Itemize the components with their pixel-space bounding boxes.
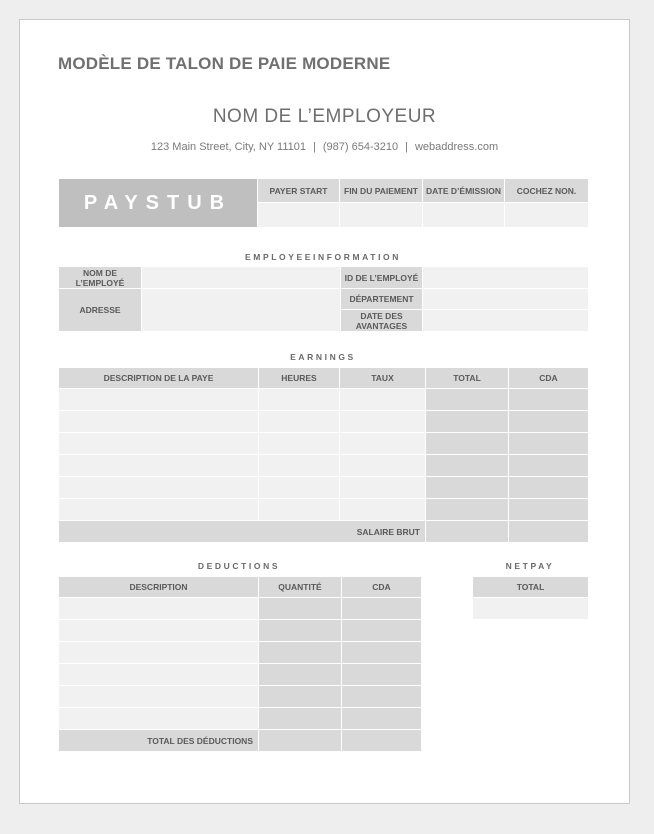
deductions-cell[interactable]: [342, 598, 422, 620]
earnings-row: [59, 433, 589, 455]
deductions-row: [59, 598, 422, 620]
gross-pay-label: SALAIRE BRUT: [59, 521, 426, 543]
deductions-ytd-header: CDA: [342, 577, 422, 598]
earnings-cell[interactable]: [426, 411, 509, 433]
deductions-cell[interactable]: [342, 642, 422, 664]
issue-date-field[interactable]: [423, 203, 505, 228]
paystub-header-table: [58, 178, 589, 228]
deductions-cell[interactable]: [59, 642, 259, 664]
earnings-cell[interactable]: [509, 499, 589, 521]
earnings-cell[interactable]: [59, 499, 259, 521]
earnings-cell[interactable]: [59, 455, 259, 477]
earnings-cell[interactable]: [259, 477, 340, 499]
department-field[interactable]: [423, 289, 589, 310]
earnings-cell[interactable]: [259, 411, 340, 433]
earnings-cell[interactable]: [340, 455, 426, 477]
earnings-cell[interactable]: [259, 389, 340, 411]
earnings-total-header: TOTAL: [426, 368, 509, 389]
employee-info-table: [58, 266, 589, 332]
benefits-date-field[interactable]: [423, 310, 589, 332]
deductions-cell[interactable]: [259, 686, 342, 708]
earnings-row: [59, 477, 589, 499]
employee-info-title: EMPLOYEEINFORMATION: [245, 252, 401, 262]
earnings-row: [59, 389, 589, 411]
address-field[interactable]: [142, 289, 341, 332]
deductions-row: [59, 642, 422, 664]
gross-pay-ytd-field[interactable]: [509, 521, 589, 543]
earnings-cell[interactable]: [340, 499, 426, 521]
earnings-description-header: DESCRIPTION DE LA PAYE: [59, 368, 259, 389]
earnings-row: [59, 411, 589, 433]
contact-separator: |: [405, 141, 408, 153]
template-title: MODÈLE DE TALON DE PAIE MODERNE: [58, 54, 391, 73]
total-deductions-ytd-field[interactable]: [342, 730, 422, 752]
employer-name: NOM DE L’EMPLOYEUR: [212, 106, 437, 127]
pay-start-header: PAYER START: [258, 179, 340, 203]
deductions-cell[interactable]: [259, 708, 342, 730]
deductions-cell[interactable]: [259, 598, 342, 620]
deductions-description-header: DESCRIPTION: [59, 577, 259, 598]
earnings-row: [59, 455, 589, 477]
earnings-cell[interactable]: [259, 455, 340, 477]
department-label: DÉPARTEMENT: [341, 289, 423, 310]
contact-separator: |: [313, 141, 316, 153]
employer-website: webaddress.com: [414, 141, 499, 153]
employer-phone: (987) 654-3210: [322, 141, 399, 153]
earnings-rate-header: TAUX: [340, 368, 426, 389]
employer-address: 123 Main Street, City, NY 11101: [150, 141, 306, 153]
pay-start-field[interactable]: [258, 203, 340, 228]
earnings-cell[interactable]: [340, 411, 426, 433]
deductions-cell[interactable]: [342, 686, 422, 708]
deductions-cell[interactable]: [59, 664, 259, 686]
deductions-row: [59, 664, 422, 686]
deductions-table: [58, 576, 422, 752]
earnings-cell[interactable]: [509, 477, 589, 499]
earnings-table: [58, 367, 589, 543]
deductions-row: [59, 620, 422, 642]
address-label: ADRESSE: [59, 289, 142, 332]
check-number-field[interactable]: [505, 203, 589, 228]
deductions-cell[interactable]: [59, 598, 259, 620]
pay-end-field[interactable]: [340, 203, 423, 228]
deductions-cell[interactable]: [342, 620, 422, 642]
employee-id-field[interactable]: [423, 267, 589, 289]
deductions-cell[interactable]: [259, 620, 342, 642]
earnings-cell[interactable]: [340, 433, 426, 455]
deductions-row: [59, 686, 422, 708]
earnings-cell[interactable]: [59, 411, 259, 433]
earnings-cell[interactable]: [259, 499, 340, 521]
earnings-cell[interactable]: [426, 389, 509, 411]
earnings-cell[interactable]: [509, 455, 589, 477]
earnings-cell[interactable]: [426, 477, 509, 499]
check-number-header: COCHEZ NON.: [505, 179, 589, 203]
total-deductions-label: TOTAL DES DÉDUCTIONS: [59, 730, 259, 752]
earnings-cell[interactable]: [509, 389, 589, 411]
deductions-row: [59, 708, 422, 730]
deductions-cell[interactable]: [342, 708, 422, 730]
netpay-table: [472, 576, 589, 620]
issue-date-header: DATE D’ÉMISSION: [423, 179, 505, 203]
earnings-row: [59, 499, 589, 521]
pay-end-header: FIN DU PAIEMENT: [340, 179, 423, 203]
earnings-cell[interactable]: [509, 411, 589, 433]
paystub-banner: PAYSTUB: [59, 179, 258, 228]
deductions-quantity-header: QUANTITÉ: [259, 577, 342, 598]
earnings-cell[interactable]: [509, 433, 589, 455]
deductions-cell[interactable]: [259, 664, 342, 686]
earnings-cell[interactable]: [59, 389, 259, 411]
earnings-cell[interactable]: [426, 455, 509, 477]
gross-pay-total-field[interactable]: [426, 521, 509, 543]
employer-contact: [20, 141, 629, 153]
deductions-cell[interactable]: [59, 708, 259, 730]
deductions-title: DEDUCTIONS: [197, 561, 281, 571]
earnings-cell[interactable]: [59, 433, 259, 455]
deductions-cell[interactable]: [342, 664, 422, 686]
earnings-title: EARNINGS: [290, 352, 356, 362]
earnings-cell[interactable]: [426, 499, 509, 521]
paystub-page: [19, 19, 630, 804]
earnings-cell[interactable]: [259, 433, 340, 455]
earnings-cell[interactable]: [340, 389, 426, 411]
benefits-date-label: DATE DES AVANTAGES: [341, 310, 423, 332]
deductions-cell[interactable]: [259, 642, 342, 664]
netpay-total-header: TOTAL: [473, 577, 589, 598]
earnings-ytd-header: CDA: [509, 368, 589, 389]
deductions-cell[interactable]: [59, 686, 259, 708]
earnings-cell[interactable]: [59, 477, 259, 499]
employee-name-field[interactable]: [142, 267, 341, 289]
netpay-title: NETPAY: [505, 561, 555, 571]
total-deductions-quantity-field[interactable]: [259, 730, 342, 752]
employee-name-label: NOM DE L’EMPLOYÉ: [59, 267, 142, 289]
earnings-hours-header: HEURES: [259, 368, 340, 389]
earnings-cell[interactable]: [340, 477, 426, 499]
earnings-cell[interactable]: [426, 433, 509, 455]
deductions-cell[interactable]: [59, 620, 259, 642]
employee-id-label: ID DE L’EMPLOYÉ: [341, 267, 423, 289]
netpay-total-field[interactable]: [473, 598, 589, 620]
